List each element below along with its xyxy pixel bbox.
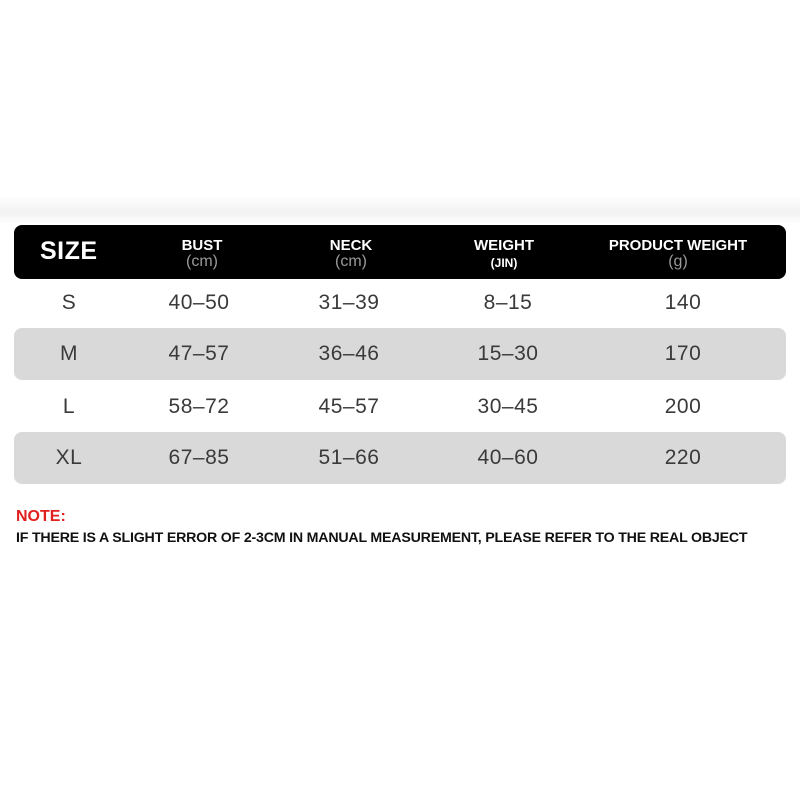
cell-product-weight: 200 [664, 395, 702, 418]
header-product-weight [609, 225, 747, 279]
header-product-weight-unit: (g) [668, 253, 688, 270]
header-neck [330, 225, 373, 279]
cell-size: M [60, 342, 78, 365]
cell-bust: 58–72 [168, 395, 230, 418]
cell-weight: 30–45 [477, 395, 539, 418]
top-shadow-divider [0, 196, 800, 224]
table-row [14, 381, 786, 433]
table-header [14, 225, 786, 279]
header-bust-unit: (cm) [186, 253, 218, 270]
cell-neck: 36–46 [318, 342, 380, 365]
cell-product-weight: 140 [664, 291, 702, 314]
note-text: IF THERE IS A SLIGHT ERROR OF 2-3CM IN MANUAL MEASUREMENT, PLEASE REFER TO THE REAL OBJECT [16, 530, 748, 546]
note-title: NOTE: [16, 508, 66, 525]
table-row [14, 432, 786, 484]
header-weight-unit: (JIN) [490, 256, 518, 270]
header-neck-name: NECK [329, 237, 373, 254]
cell-bust: 40–50 [168, 291, 230, 314]
cell-neck: 45–57 [318, 395, 380, 418]
header-neck-unit: (cm) [335, 253, 367, 270]
header-bust-name: BUST [181, 237, 223, 254]
header-weight-name: WEIGHT [474, 237, 534, 254]
header-bust [182, 225, 223, 279]
header-weight [474, 225, 534, 279]
cell-size: L [62, 395, 76, 418]
cell-neck: 31–39 [318, 291, 380, 314]
table-row [14, 328, 786, 380]
header-product-weight-name: PRODUCT WEIGHT [608, 237, 748, 254]
header-size: SIZE [40, 237, 98, 265]
cell-weight: 8–15 [483, 291, 533, 314]
cell-weight: 15–30 [477, 342, 539, 365]
cell-bust: 67–85 [168, 446, 230, 469]
cell-weight: 40–60 [477, 446, 539, 469]
table-row [14, 277, 786, 329]
cell-size: S [61, 291, 77, 314]
cell-product-weight: 170 [664, 342, 702, 365]
cell-bust: 47–57 [168, 342, 230, 365]
cell-neck: 51–66 [318, 446, 380, 469]
cell-size: XL [55, 446, 83, 469]
cell-product-weight: 220 [664, 446, 702, 469]
